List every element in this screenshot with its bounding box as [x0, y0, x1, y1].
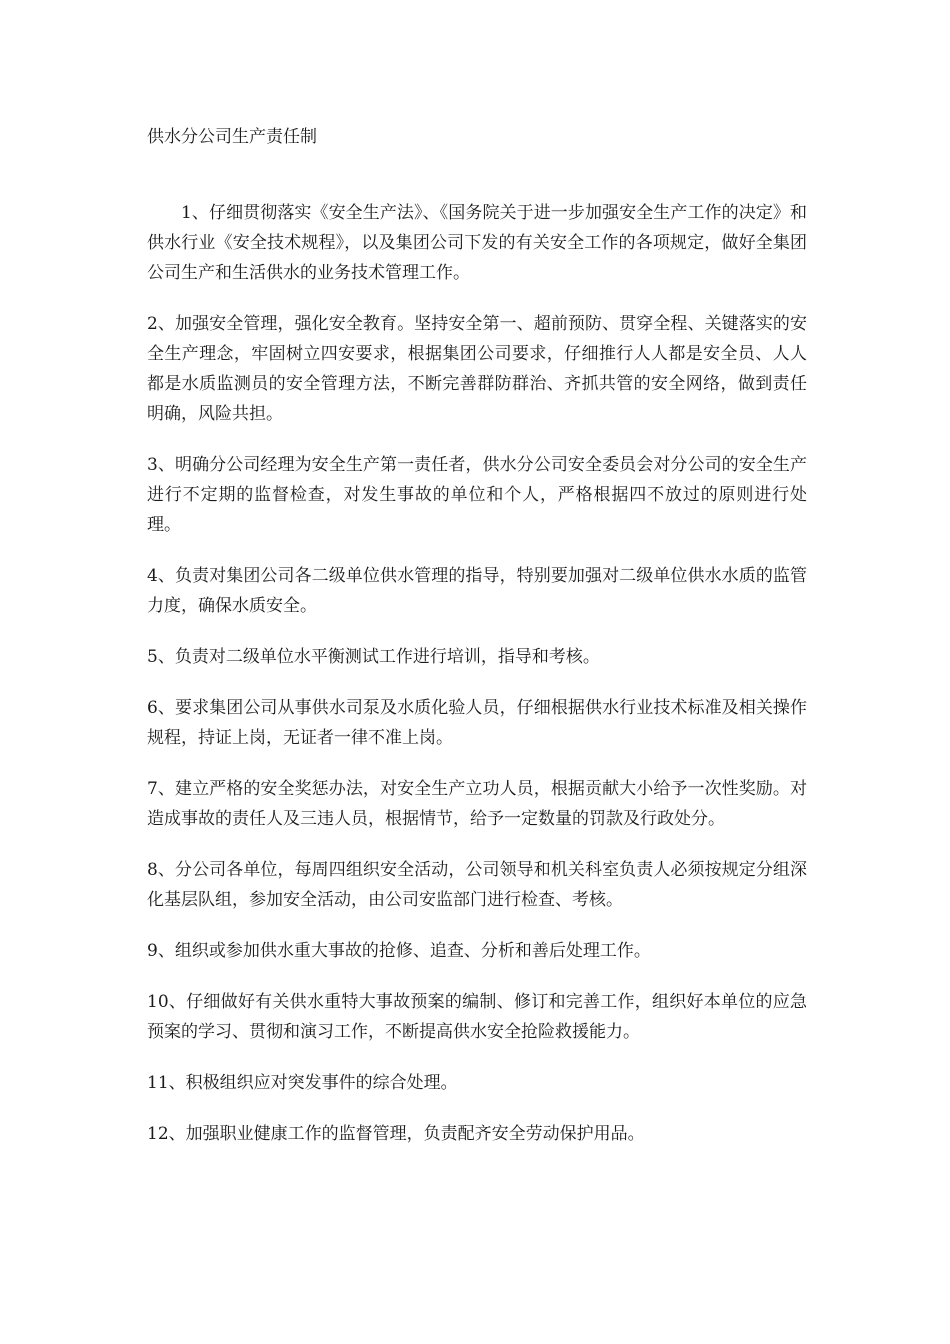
paragraph-6: 6、要求集团公司从事供水司泵及水质化验人员，仔细根据供水行业技术标准及相关操作规程，持证上岗，无证者一律不准上岗。	[147, 698, 807, 748]
paragraph-9: 9、组织或参加供水重大事故的抢修、追查、分析和善后处理工作。	[147, 941, 651, 961]
document-title: 供水分公司生产责任制	[147, 127, 317, 147]
paragraph-4: 4、负责对集团公司各二级单位供水管理的指导，特别要加强对二级单位供水水质的监管力度，确保水质安全。	[147, 566, 807, 616]
paragraph-5: 5、负责对二级单位水平衡测试工作进行培训，指导和考核。	[147, 647, 600, 667]
paragraph-10: 10、仔细做好有关供水重特大事故预案的编制、修订和完善工作，组织好本单位的应急预案的学习、贯彻和演习工作，不断提高供水安全抢险救援能力。	[147, 992, 807, 1042]
paragraph-3: 3、明确分公司经理为安全生产第一责任者，供水分公司安全委员会对分公司的安全生产进行不定期的监督检查，对发生事故的单位和个人，严格根据四不放过的原则进行处理。	[147, 455, 807, 535]
paragraph-7: 7、建立严格的安全奖惩办法，对安全生产立功人员，根据贡献大小给予一次性奖励。对造成事故的责任人及三违人员，根据情节，给予一定数量的罚款及行政处分。	[147, 779, 807, 829]
paragraph-2: 2、加强安全管理，强化安全教育。坚持安全第一、超前预防、贯穿全程、关键落实的安全生产理念，牢固树立四安要求，根据集团公司要求，仔细推行人人都是安全员、人人都是水质监测员的安全管理方法，不断完善群防群治、齐抓共管的安全网络，做到责任明确，风险共担。	[147, 314, 807, 424]
document-body	[147, 198, 807, 1170]
paragraph-1: 1、仔细贯彻落实《安全生产法》、《国务院关于进一步加强安全生产工作的决定》和供水行业《安全技术规程》，以及集团公司下发的有关安全工作的各项规定，做好全集团公司生产和生活供水的业务技术管理工作。	[147, 203, 807, 283]
paragraph-8: 8、分公司各单位，每周四组织安全活动，公司领导和机关科室负责人必须按规定分组深化基层队组，参加安全活动，由公司安监部门进行检查、考核。	[147, 860, 807, 910]
paragraph-12: 12、加强职业健康工作的监督管理，负责配齐安全劳动保护用品。	[147, 1124, 645, 1144]
paragraph-11: 11、积极组织应对突发事件的综合处理。	[147, 1073, 458, 1093]
